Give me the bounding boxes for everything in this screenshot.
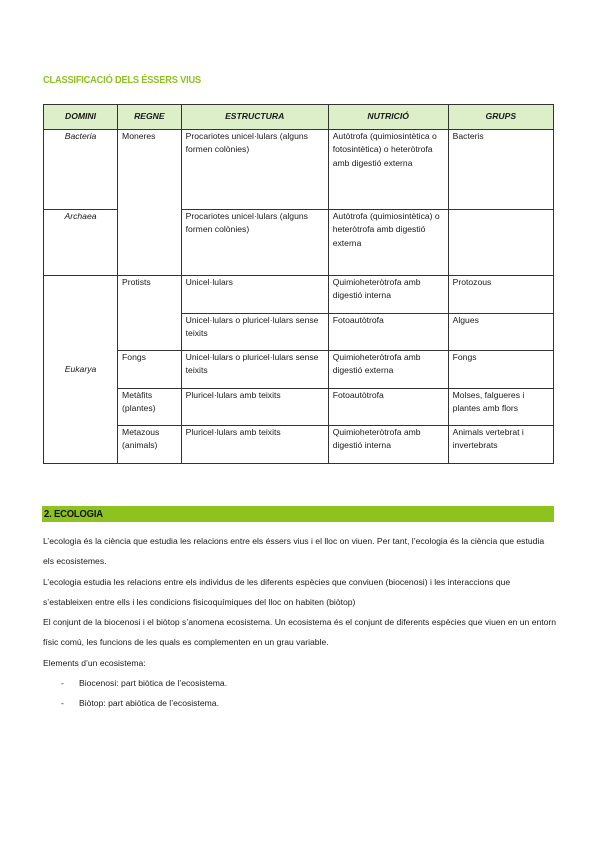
ecologia-body [43, 531, 557, 714]
cell-nutricio: Autòtrofa (quimiosintètica) o heteròtrofa amb digestió externa [328, 210, 448, 276]
kingdom-protists: Protists [118, 276, 182, 351]
paragraph: L’ecologia és la ciència que estudia les relacions entre els éssers vius i el lloc on viuen. Per tant, l’ecologia és la ciència que estudia els ecosistemes. [43, 536, 545, 567]
cell-grups: Algues [448, 314, 553, 351]
ecologia-heading: 2. ECOLOGIA [42, 506, 554, 522]
kingdom-metafits: Metàfits (plantes) [118, 389, 182, 426]
cell-estructura: Pluricel·lulars amb teixits [181, 389, 328, 426]
paragraph: El conjunt de la biocenosi i el biòtop s’anomena ecosistema. Un ecosistema és el conjunt de diferents espècies que viuen en un entorn físic comú, les funcions de les quals es complementen en un grau variable. [43, 617, 557, 648]
classification-table [43, 104, 554, 464]
cell-estructura: Procariotes unicel·lulars (alguns formen colònies) [181, 210, 328, 276]
ecosystem-elements-list [43, 673, 557, 714]
cell-estructura: Unicel·lulars o pluricel·lulars sense teixits [181, 351, 328, 389]
domain-archaea: Archaea [44, 210, 118, 276]
cell-grups: Protozous [448, 276, 553, 314]
header-regne: REGNE [118, 105, 182, 130]
cell-estructura: Procariotes unicel·lulars (alguns formen colònies) [181, 130, 328, 210]
header-nutricio: NUTRICIÓ [328, 105, 448, 130]
cell-nutricio: Autòtrofa (quimiosintètica o fotosintètica) o heteròtrofa amb digestió externa [328, 130, 448, 210]
cell-estructura: Pluricel·lulars amb teixits [181, 426, 328, 464]
table-row [44, 130, 554, 210]
table-row [44, 351, 554, 389]
cell-estructura: Unicel·lulars [181, 276, 328, 314]
table-row [44, 389, 554, 426]
domain-bacteria: Bacteria [44, 130, 118, 210]
dash-bullet: - [61, 678, 64, 689]
dash-bullet: - [61, 698, 64, 709]
cell-grups [448, 210, 553, 276]
list-item: - Biocenosi: part biòtica de l’ecosistema. [43, 673, 557, 693]
classification-title: CLASSIFICACIÓ DELS ÉSSERS VIUS [43, 74, 201, 86]
cell-grups: Molses, falgueres i plantes amb flors [448, 389, 553, 426]
cell-nutricio: Quimioheteròtrofa amb digestió interna [328, 426, 448, 464]
cell-nutricio: Quimioheteròtrofa amb digestió externa [328, 351, 448, 389]
table-row [44, 276, 554, 314]
paragraph: L’ecologia estudia les relacions entre els individus de les diferents espècies que conviuen (biocenosi) i les interaccions que s’estableixen entre ells i les condicions fisicoquímiques del lloc on habiten (biòtop) [43, 576, 511, 607]
list-item: - Biòtop: part abiòtica de l’ecosistema. [43, 693, 557, 713]
kingdom-fongs: Fongs [118, 351, 182, 389]
cell-grups: Animals vertebrat i invertebrats [448, 426, 553, 464]
header-grups: GRUPS [448, 105, 553, 130]
table-row [44, 426, 554, 464]
cell-grups: Fongs [448, 351, 553, 389]
cell-nutricio: Fotoautòtrofa [328, 314, 448, 351]
cell-nutricio: Fotoautòtrofa [328, 389, 448, 426]
cell-nutricio: Quimioheteròtrofa amb digestió interna [328, 276, 448, 314]
domain-eukarya: Eukarya [44, 276, 118, 464]
cell-grups: Bacteris [448, 130, 553, 210]
kingdom-moneres: Moneres [118, 130, 182, 276]
header-domini: DOMINI [44, 105, 118, 130]
cell-estructura: Unicel·lulars o pluricel·lulars sense teixits [181, 314, 328, 351]
kingdom-metazous: Metazous (animals) [118, 426, 182, 464]
header-estructura: ESTRUCTURA [181, 105, 328, 130]
table-header-row [44, 105, 554, 130]
paragraph: Elements d’un ecosistema: [43, 657, 146, 668]
